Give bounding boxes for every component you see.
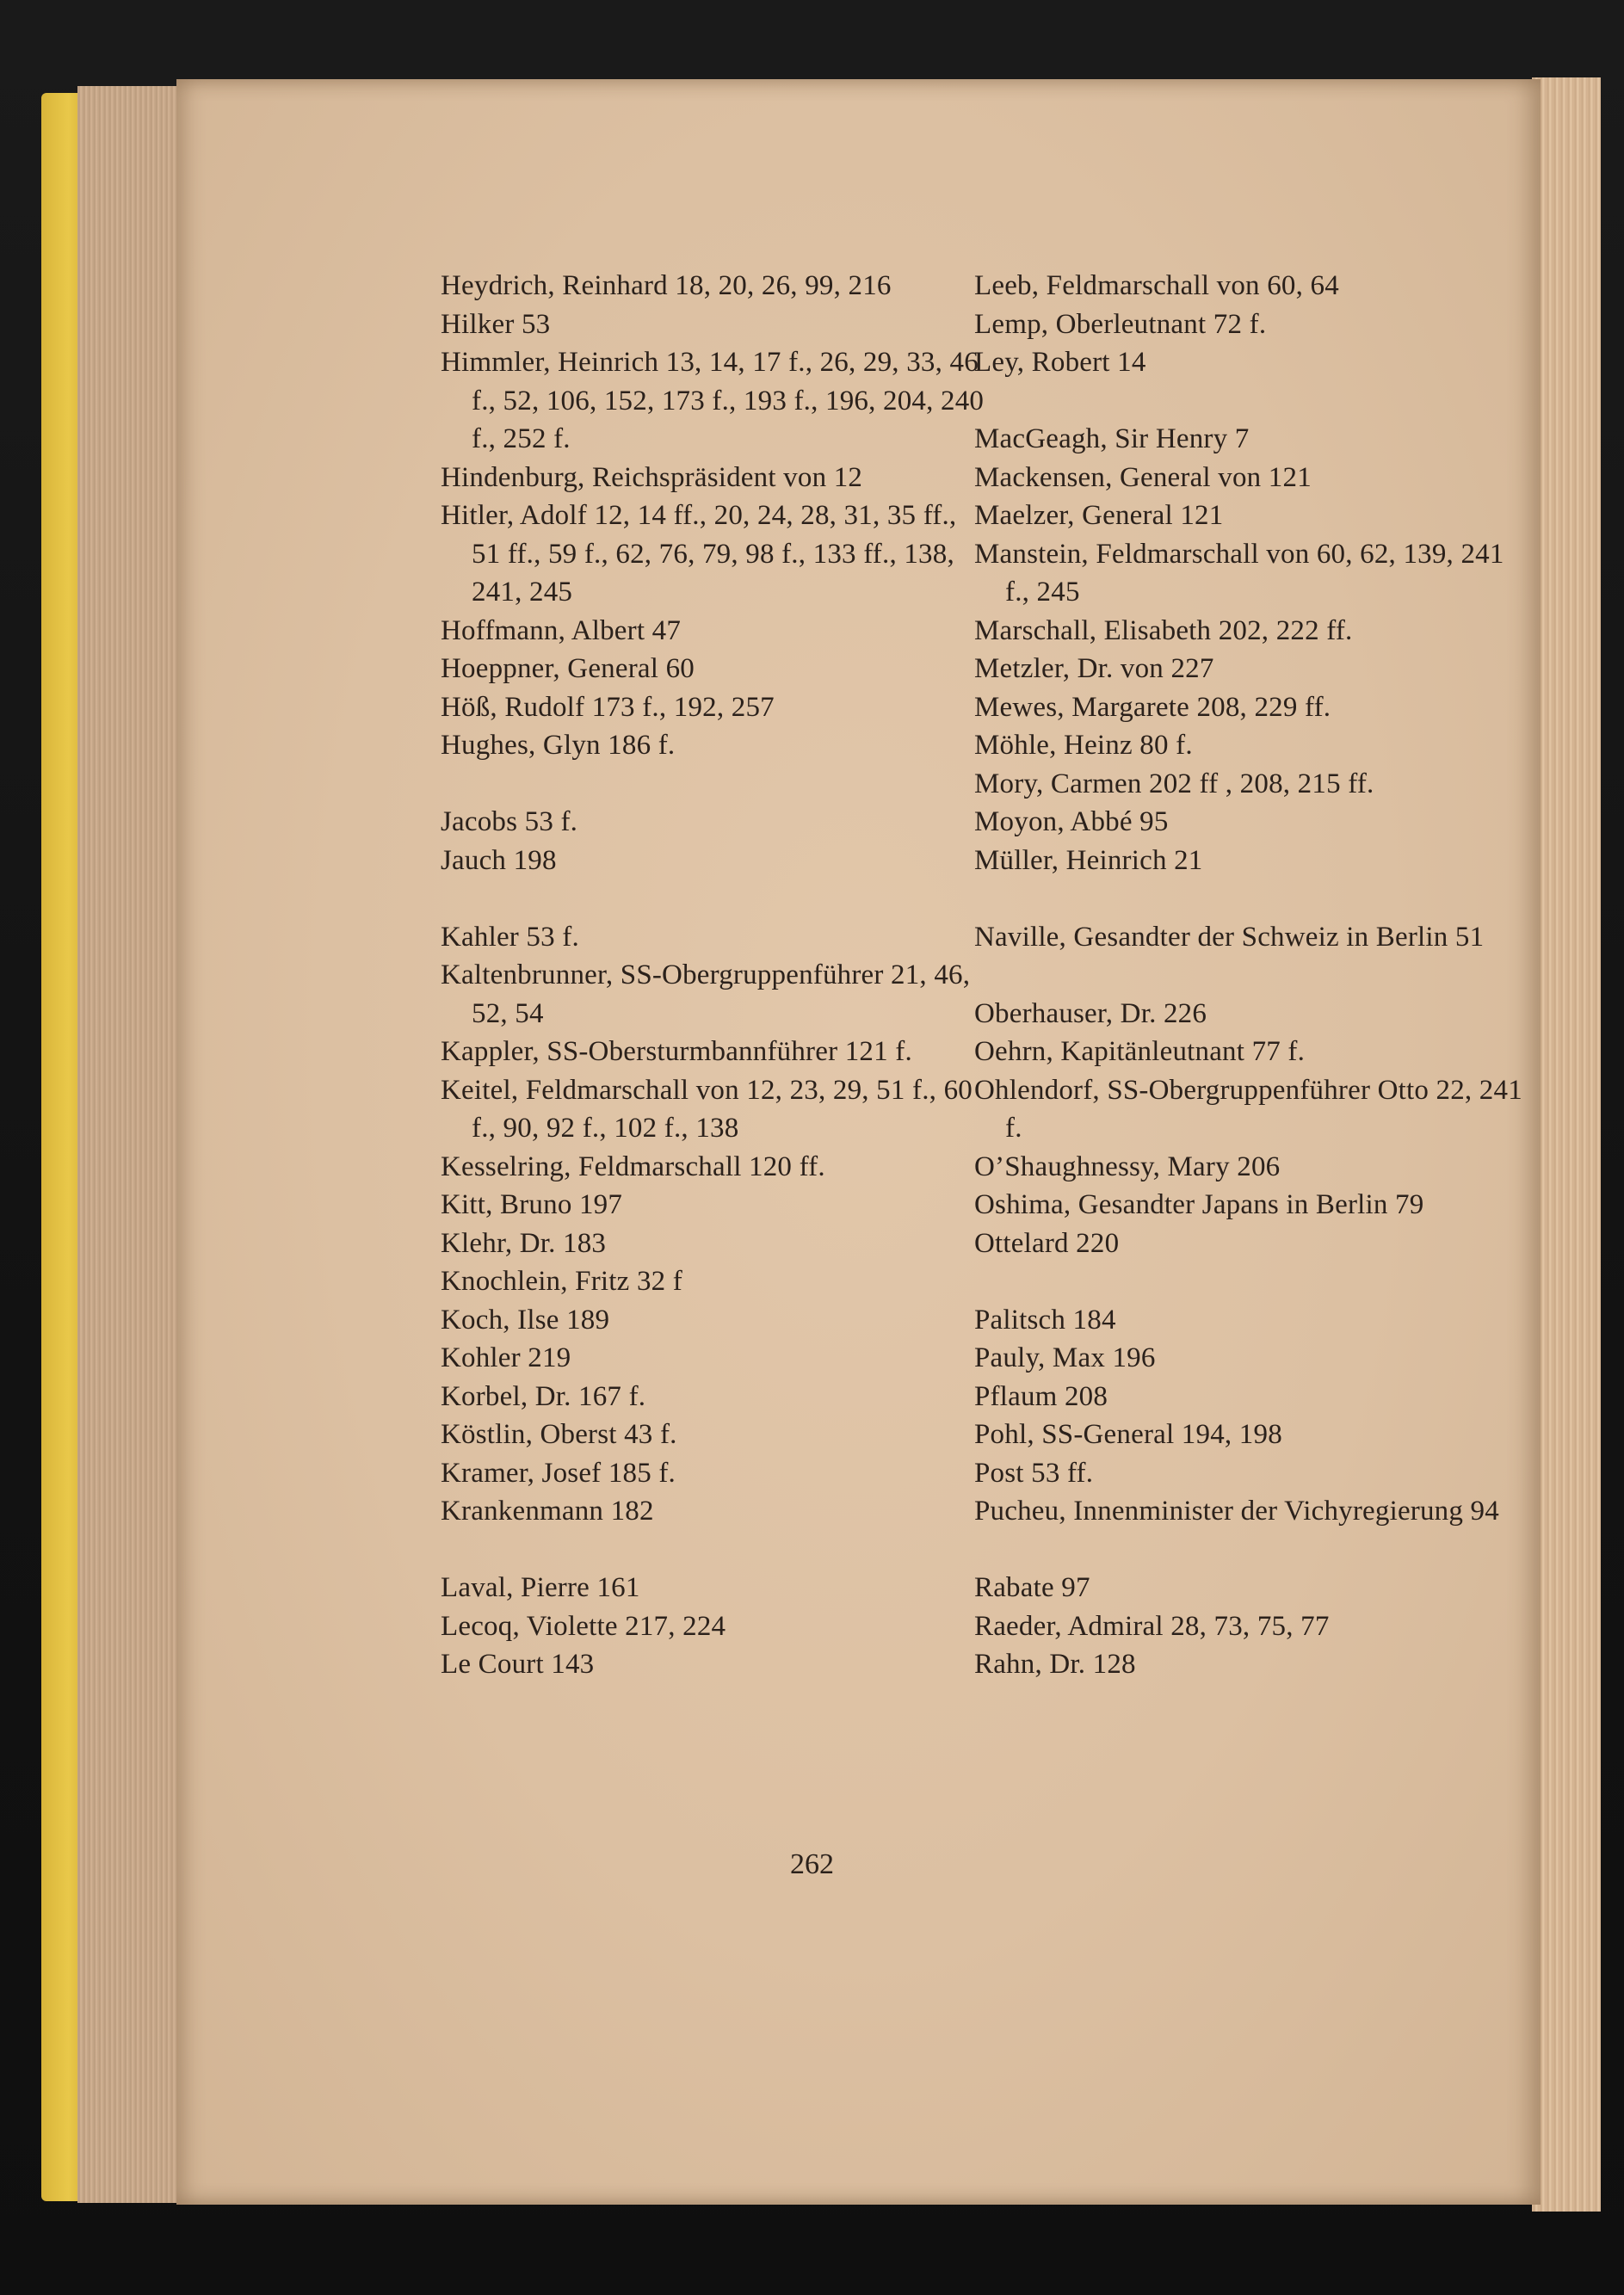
index-entry: Krankenmann 182 xyxy=(441,1496,654,1527)
index-entry: Oberhauser, Dr. 226 xyxy=(974,997,1207,1029)
index-entry: Palitsch 184 xyxy=(974,1304,1116,1336)
index-entry: Pauly, Max 196 xyxy=(974,1342,1156,1373)
section-gap xyxy=(441,765,991,804)
index-entry: Keitel, Feldmarschall von 12, 23, 29, 51 f., 60 f., 90, 92 f., 102 f., 138 xyxy=(441,1074,973,1144)
index-entry: Kappler, SS-Obersturmbannführer 121 f. xyxy=(441,1036,912,1067)
index-entry: Ottelard 220 xyxy=(974,1227,1120,1259)
index-entry: Hilker 53 xyxy=(441,308,551,340)
index-entry: Hoffmann, Albert 47 xyxy=(441,614,682,646)
index-entry: Post 53 ff. xyxy=(974,1457,1094,1489)
index-entry: Leeb, Feldmarschall von 60, 64 xyxy=(974,270,1339,301)
index-entry: Moyon, Abbé 95 xyxy=(974,806,1169,837)
index-entry: Metzler, Dr. von 227 xyxy=(974,653,1214,684)
index-entry: Pflaum 208 xyxy=(974,1380,1108,1412)
index-entry: Kesselring, Feldmarschall 120 ff. xyxy=(441,1151,825,1182)
index-entry: Maelzer, General 121 xyxy=(974,500,1224,531)
index-column-left xyxy=(441,267,991,1684)
section-gap xyxy=(974,956,1525,995)
index-entry: Ley, Robert 14 xyxy=(974,347,1146,378)
section-gap xyxy=(974,879,1525,918)
section-gap xyxy=(974,1262,1525,1301)
index-entry: Klehr, Dr. 183 xyxy=(441,1227,607,1259)
index-entry: Lemp, Oberleutnant 72 f. xyxy=(974,308,1267,340)
index-entry: Müller, Heinrich 21 xyxy=(974,844,1203,876)
index-entry: Pucheu, Innenminister der Vichyregierung 94 xyxy=(974,1496,1499,1527)
index-entry: Hughes, Glyn 186 f. xyxy=(441,730,676,761)
index-entry: Möhle, Heinz 80 f. xyxy=(974,730,1193,761)
section-gap xyxy=(974,1531,1525,1570)
index-entry: Raeder, Admiral 28, 73, 75, 77 xyxy=(974,1610,1330,1642)
index-entry: Koch, Ilse 189 xyxy=(441,1304,610,1336)
index-entry: O’Shaughnessy, Mary 206 xyxy=(974,1151,1281,1182)
index-entry: Kaltenbrunner, SS-Obergruppenführer 21, 46, 52, 54 xyxy=(441,959,971,1029)
index-entry: Rabate 97 xyxy=(974,1572,1090,1603)
index-entry: Pohl, SS-General 194, 198 xyxy=(974,1419,1282,1450)
index-entry: Oehrn, Kapitänleutnant 77 f. xyxy=(974,1036,1306,1067)
index-entry: Hoeppner, General 60 xyxy=(441,653,695,684)
index-entry: Himmler, Heinrich 13, 14, 17 f., 26, 29, 33, 46 f., 52, 106, 152, 173 f., 193 f., 196, 204, 240 f., 252 f. xyxy=(441,347,985,454)
index-entry: Jauch 198 xyxy=(441,844,557,876)
index-entry: Laval, Pierre 161 xyxy=(441,1572,640,1603)
page-number: 262 xyxy=(790,1848,834,1880)
index-entry: Kohler 219 xyxy=(441,1342,571,1373)
index-entry: Hitler, Adolf 12, 14 ff., 20, 24, 28, 31, 35 ff., 51 ff., 59 f., 62, 76, 79, 98 f., 133 ff., 138, 241, 245 xyxy=(441,500,957,608)
index-entry: Lecoq, Violette 217, 224 xyxy=(441,1610,726,1642)
index-entry: Kahler 53 f. xyxy=(441,921,579,953)
index-entry: Höß, Rudolf 173 f., 192, 257 xyxy=(441,691,775,723)
section-gap xyxy=(441,1531,991,1570)
index-entry: Jacobs 53 f. xyxy=(441,806,578,837)
index-entry: Le Court 143 xyxy=(441,1649,595,1680)
page-stack-right xyxy=(1532,77,1601,2212)
index-entry: Mory, Carmen 202 ff , 208, 215 ff. xyxy=(974,768,1374,799)
index-entry: Manstein, Feldmarschall von 60, 62, 139, 241 f., 245 xyxy=(974,538,1504,608)
section-gap xyxy=(441,879,991,918)
index-entry: Kitt, Bruno 197 xyxy=(441,1189,623,1220)
index-entry: Knochlein, Fritz 32 f xyxy=(441,1266,682,1297)
index-entry: Mewes, Margarete 208, 229 ff. xyxy=(974,691,1331,723)
index-entry: Oshima, Gesandter Japans in Berlin 79 xyxy=(974,1189,1424,1220)
page-stack-left xyxy=(77,86,181,2203)
index-entry: Köstlin, Oberst 43 f. xyxy=(441,1419,677,1450)
index-entry: MacGeagh, Sir Henry 7 xyxy=(974,423,1250,454)
index-entry: Kramer, Josef 185 f. xyxy=(441,1457,676,1489)
index-entry: Naville, Gesandter der Schweiz in Berlin 51 xyxy=(974,921,1485,953)
index-entry: Heydrich, Reinhard 18, 20, 26, 99, 216 xyxy=(441,270,892,301)
index-entry: Marschall, Elisabeth 202, 222 ff. xyxy=(974,614,1353,646)
index-entry: Hindenburg, Reichspräsident von 12 xyxy=(441,461,863,493)
index-entry: Mackensen, General von 121 xyxy=(974,461,1312,493)
index-entry: Rahn, Dr. 128 xyxy=(974,1649,1136,1680)
index-column-right xyxy=(974,267,1525,1684)
section-gap xyxy=(974,382,1525,421)
index-entry: Ohlendorf, SS-Obergruppenführer Otto 22, 241 f. xyxy=(974,1074,1522,1144)
index-entry: Korbel, Dr. 167 f. xyxy=(441,1380,646,1412)
